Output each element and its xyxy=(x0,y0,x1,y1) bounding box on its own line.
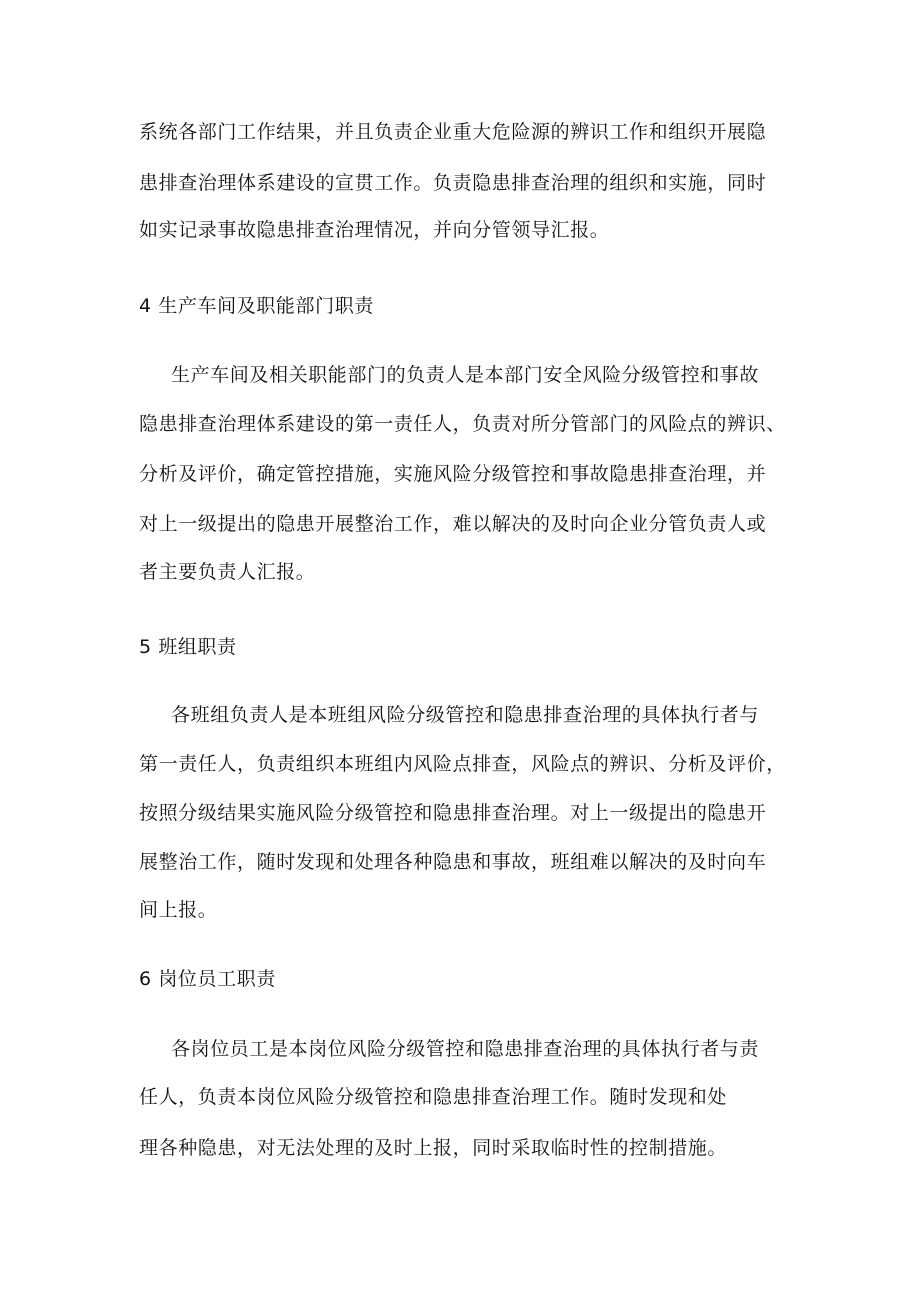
paragraph-line: 生产车间及相关职能部门的负责人是本部门安全风险分级管控和事故 xyxy=(171,364,760,386)
paragraph-line: 按照分级结果实施风险分级管控和隐患排查治理。对上一级提出的隐患开 xyxy=(139,802,767,824)
paragraph-line: 各班组负责人是本班组风险分级管控和隐患排查治理的具体执行者与 xyxy=(171,704,760,726)
paragraph-line: 间上报。 xyxy=(139,899,218,921)
paragraph-line: 展整治工作，随时发现和处理各种隐患和事故，班组难以解决的及时向车 xyxy=(139,851,767,873)
paragraph-line: 患排查治理体系建设的宣贯工作。负责隐患排查治理的组织和实施，同时 xyxy=(139,172,767,194)
paragraph-line: 分析及评价，确定管控措施，实施风险分级管控和事故隐患排查治理，并 xyxy=(139,463,767,485)
paragraph-line: 如实记录事故隐患排查治理情况，并向分管领导汇报。 xyxy=(139,219,610,241)
paragraph-line: 任人，负责本岗位风险分级管控和隐患排查治理工作。随时发现和处 xyxy=(139,1086,728,1108)
paragraph-line: 隐患排查治理体系建设的第一责任人，负责对所分管部门的风险点的辨识、 xyxy=(139,413,786,435)
section-heading-5: 5 班组职责 xyxy=(139,636,237,658)
paragraph-line: 系统各部门工作结果，并且负责企业重大危险源的辨识工作和组织开展隐 xyxy=(139,121,767,143)
paragraph-line: 各岗位员工是本岗位风险分级管控和隐患排查治理的具体执行者与责 xyxy=(171,1038,760,1060)
section-heading-4: 4 生产车间及职能部门职责 xyxy=(139,295,374,317)
paragraph-line: 对上一级提出的隐患开展整治工作，难以解决的及时向企业分管负责人或 xyxy=(139,513,767,535)
section-heading-6: 6 岗位员工职责 xyxy=(139,968,276,990)
paragraph-line: 理各种隐患，对无法处理的及时上报，同时采取临时性的控制措施。 xyxy=(139,1137,728,1159)
paragraph-line: 第一责任人，负责组织本班组内风险点排查，风险点的辨识、分析及评价， xyxy=(139,753,786,775)
paragraph-line: 者主要负责人汇报。 xyxy=(139,561,316,583)
